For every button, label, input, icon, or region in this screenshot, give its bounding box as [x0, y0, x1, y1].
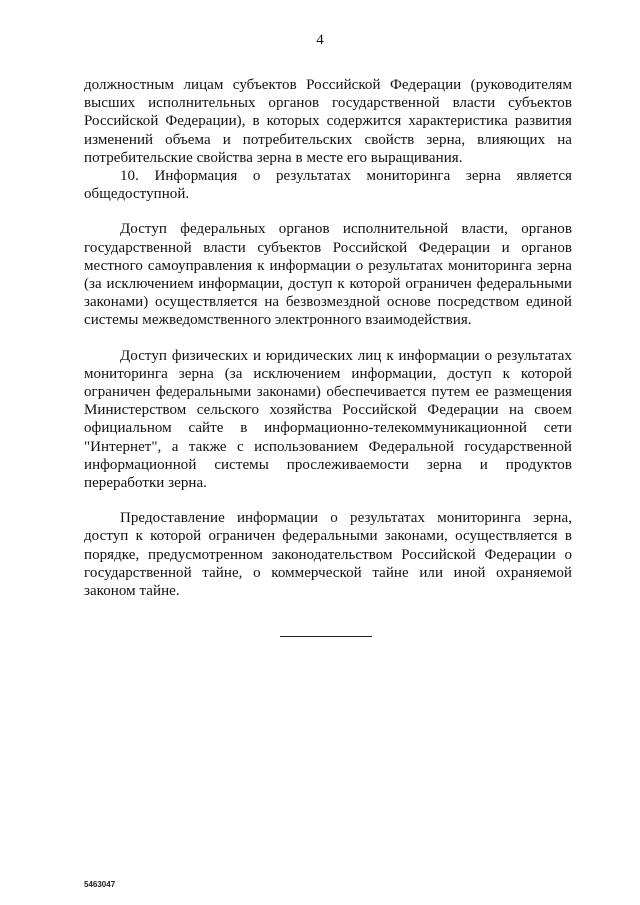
paragraph-public-access: Доступ физических и юридических лиц к информации о результатах мониторинга зерна (за исключением информации, доступ к которой ограничен федеральными законами) обеспечивается путем ее размещения Министерством сельского хозяйства Российской Федерации на своем официальном сайте в информационно-телекоммуникационной сети "Интернет", а также с использованием Федеральной государственной информационной системы прослеживаемости зерна и продуктов переработки зерна.: [84, 347, 572, 492]
paragraph-federal-access: Доступ федеральных органов исполнительной власти, органов государственной власти субъектов Российской Федерации и органов местного самоуправления к информации о результатах мониторинга зерна (за исключением информации, доступ к которой ограничен федеральными законами) осуществляется на безвозмездной основе посредством единой системы межведомственного электронного взаимодействия.: [84, 221, 572, 329]
end-of-text-divider: [280, 636, 372, 637]
paragraph-item-10: 10. Информация о результатах мониторинга зерна является общедоступной.: [84, 168, 572, 203]
page-number: 4: [316, 32, 324, 48]
paragraph-continuation: должностным лицам субъектов Российской Федерации (руководителям высших исполнительных органов государственной власти субъектов Российской Федерации), в которых содержится характеристика развития изменений объема и потребительских свойств зерна, влияющих на потребительские свойства зерна в месте его выращивания.: [84, 77, 572, 166]
paragraph-restricted-info: Предоставление информации о результатах мониторинга зерна, доступ к которой ограничен федеральными законами, осуществляется в порядке, предусмотренном законодательством Российской Федерации о государственной тайне, о коммерческой тайне или иной охраняемой законом тайне.: [84, 510, 572, 600]
document-code: 5463047: [84, 880, 116, 889]
document-body: [84, 76, 572, 600]
